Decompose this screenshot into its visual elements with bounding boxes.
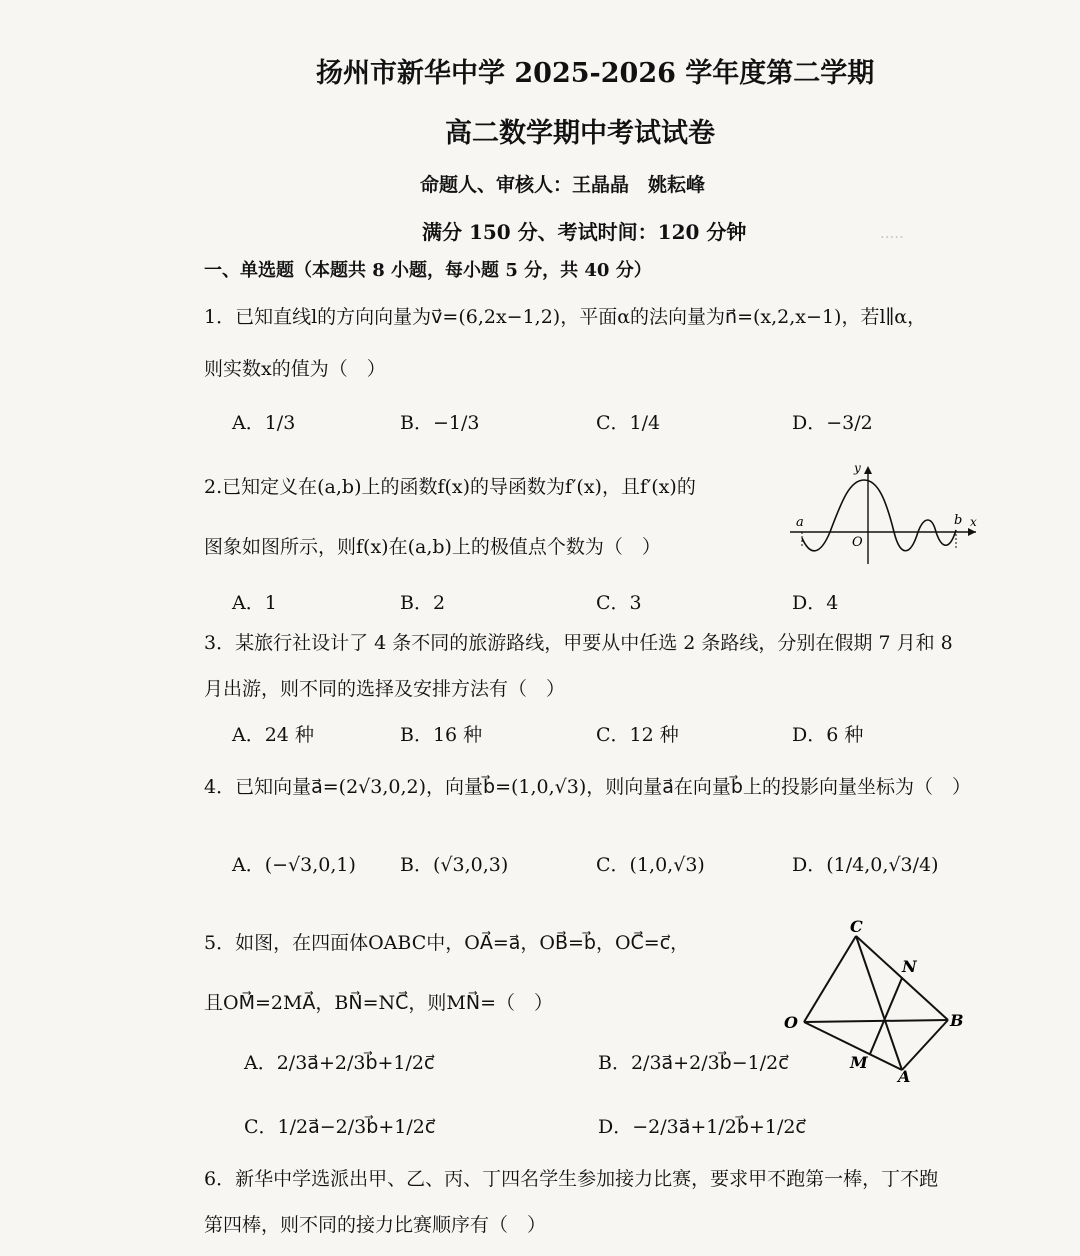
q2-option-d: D．4 [792,592,839,614]
q4-option-a: A．(−√3,0,1) [232,854,356,876]
q3-option-b: B．16 种 [400,724,483,746]
point-n: N [902,957,917,976]
q1-option-b: B．−1/3 [400,412,480,434]
y-axis-arrow [864,466,872,474]
q2-stem-line1: 2.已知定义在(a,b)上的函数f(x)的导函数为f′(x)，且f′(x)的 [204,476,696,498]
label-x: x [970,515,977,529]
q1-stem-line2: 则实数x的值为（ ） [204,358,386,380]
q3-option-d: D．6 种 [792,724,864,746]
derivative-curve [802,480,956,551]
q5-option-d: D．−2/3a⃗+1/2b⃗+1/2c⃗ [598,1116,806,1138]
q1-option-d: D．−3/2 [792,412,873,434]
exam-title: 扬州市新华中学 2025-2026 学年度第二学期 [316,58,875,89]
q2-derivative-graph [784,460,984,570]
exam-authors: 命题人、审核人：王晶晶 姚耘峰 [420,174,706,196]
q1-option-a: A．1/3 [232,412,296,434]
edge-ob [804,1020,948,1022]
q3-stem-line1: 3．某旅行社设计了 4 条不同的旅游路线，甲要从中任选 2 条路线，分别在假期 7 月和 8 [204,632,953,654]
vertex-o: O [784,1013,798,1032]
q5-option-a: A．2/3a⃗+2/3b⃗+1/2c⃗ [244,1052,435,1074]
q5-stem-line2: 且OM⃗=2MA⃗，BN⃗=NC⃗，则MN⃗=（ ） [204,992,554,1014]
q2-option-b: B．2 [400,592,446,614]
q5-stem-line1: 5．如图，在四面体OABC中，OA⃗=a⃗，OB⃗=b⃗，OC⃗=c⃗， [204,932,690,954]
q5-tetrahedron-figure [780,912,980,1084]
q6-stem-line2: 第四棒，则不同的接力比赛顺序有（ ） [204,1214,547,1236]
q3-option-a: A．24 种 [232,724,314,746]
label-b: b [954,513,963,528]
exam-subtitle: 高二数学期中考试试卷 [445,118,715,149]
label-y: y [854,461,861,475]
q4-option-d: D．(1/4,0,√3/4) [792,854,939,876]
q4-stem: 4．已知向量a⃗=(2√3,0,2)，向量b⃗=(1,0,√3)，则向量a⃗在向量b⃗上的投影向量坐标为（ ） [204,776,971,798]
q3-stem-line2: 月出游，则不同的选择及安排方法有（ ） [204,678,566,700]
q6-stem-line1: 6．新华中学选派出甲、乙、丙、丁四名学生参加接力比赛，要求甲不跑第一棒，丁不跑 [204,1168,939,1190]
q4-option-c: C．(1,0,√3) [596,854,705,876]
vertex-b: B [950,1011,964,1030]
label-origin: O [852,535,863,550]
edge-oc [804,936,856,1022]
label-a: a [796,515,804,530]
q5-option-c: C．1/2a⃗−2/3b⃗+1/2c⃗ [244,1116,436,1138]
edge-ab [902,1020,948,1070]
vertex-a: A [898,1067,911,1084]
q1-stem-line1: 1．已知直线l的方向向量为v⃗=(6,2x−1,2)，平面α的法向量为n⃗=(x,2,x−1)，若l∥α， [204,306,927,328]
x-axis-arrow [968,528,976,536]
q1-option-c: C．1/4 [596,412,661,434]
exam-info: 满分 150 分、考试时间：120 分钟 [422,220,747,244]
vertex-c: C [850,917,863,936]
q5-option-b: B．2/3a⃗+2/3b⃗−1/2c⃗ [598,1052,789,1074]
q2-stem-line2: 图象如图所示，则f(x)在(a,b)上的极值点个数为（ ） [204,536,661,558]
section-heading: 一、单选题（本题共 8 小题，每小题 5 分，共 40 分） [204,260,652,281]
point-m: M [850,1053,868,1072]
q2-option-c: C．3 [596,592,642,614]
bleed-through-text: ····· [880,228,904,246]
q4-option-b: B．(√3,0,3) [400,854,509,876]
q3-option-c: C．12 种 [596,724,679,746]
q2-option-a: A．1 [232,592,277,614]
